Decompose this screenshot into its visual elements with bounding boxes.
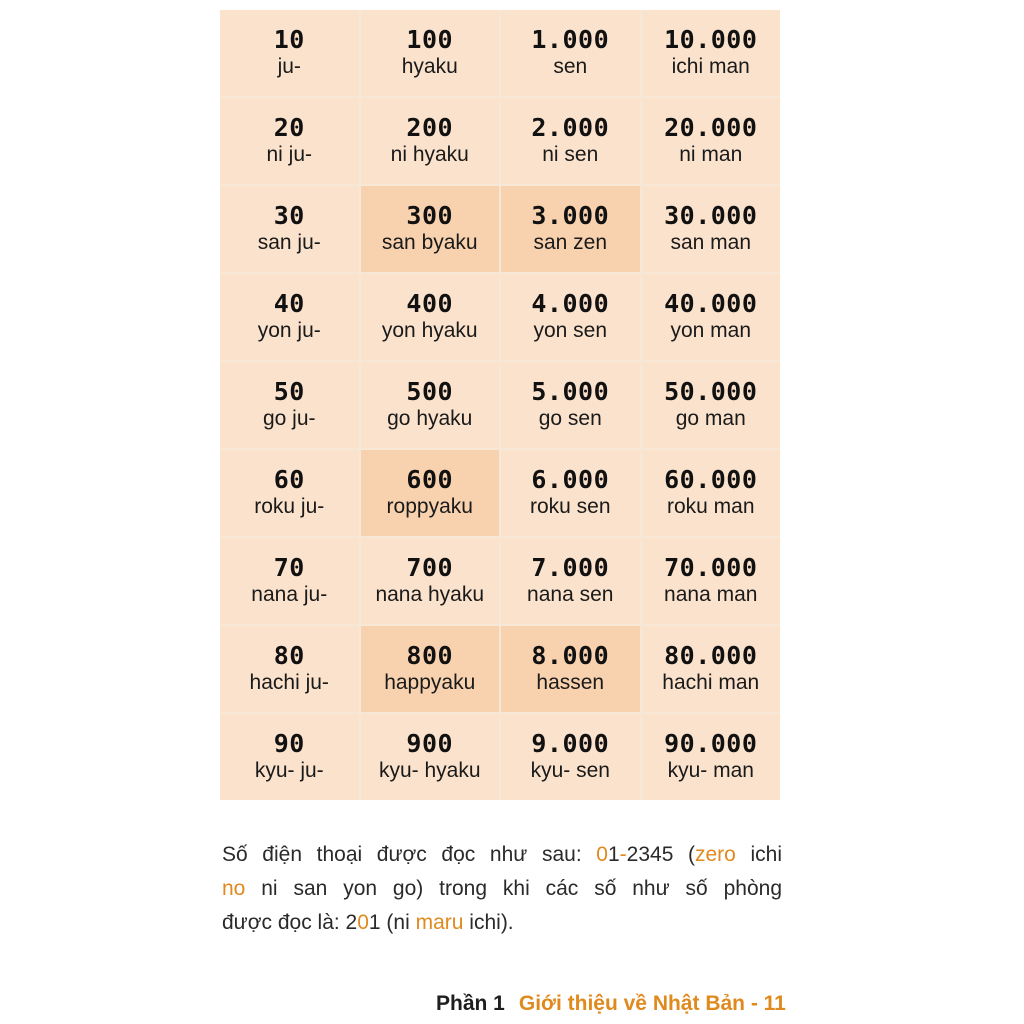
highlighted-text: 0 [357,911,369,934]
table-cell [501,450,640,536]
cell-number: 6.000 [531,465,610,494]
table-cell [220,626,359,712]
table-cell [361,98,500,184]
cell-number: 60.000 [664,465,758,494]
cell-reading: san zen [533,231,608,254]
cell-number: 600 [406,465,454,494]
cell-number: 10 [273,25,305,54]
table-cell [220,538,359,624]
cell-reading: ni ju- [266,143,313,166]
cell-number: 70 [273,553,305,582]
cell-reading: go ju- [262,407,316,430]
number-reading-table [220,10,780,800]
body-text: ichi [735,843,782,866]
highlighted-text: zero [695,843,736,866]
highlighted-text: - [619,843,627,866]
cell-reading: kyu- sen [530,759,610,782]
cell-reading: yon man [670,319,752,342]
highlighted-text: maru [415,911,464,934]
cell-reading: kyu- hyaku [378,759,481,782]
body-text: 2345 ( [626,843,695,866]
cell-reading: yon hyaku [381,319,478,342]
table-cell [501,626,640,712]
cell-reading: roku sen [529,495,611,518]
cell-reading: nana sen [527,583,614,606]
phone-number-paragraph [222,838,782,940]
cell-reading: san ju- [257,231,321,254]
footer-chapter-title: Giới thiệu về Nhật Bản - 11 [518,992,786,1015]
cell-reading: ni man [679,143,743,166]
cell-number: 200 [406,113,454,142]
cell-number: 8.000 [531,641,610,670]
cell-number: 80 [273,641,305,670]
cell-reading: ichi man [671,55,750,78]
cell-number: 7.000 [531,553,610,582]
cell-reading: yon sen [533,319,608,342]
cell-number: 90.000 [664,729,758,758]
table-cell [501,538,640,624]
cell-reading: hyaku [401,55,458,78]
cell-reading: ju- [277,55,301,78]
table-cell [501,274,640,360]
cell-number: 2.000 [531,113,610,142]
cell-reading: hassen [536,671,605,694]
table-cell [361,10,500,96]
cell-reading: roppyaku [386,495,473,518]
paragraph-line-1 [222,838,782,872]
table-cell [642,450,781,536]
cell-reading: san byaku [381,231,478,254]
table-cell [220,186,359,272]
table-cell [220,450,359,536]
body-text: được đọc là: 2 [222,911,358,934]
cell-number: 500 [406,377,454,406]
cell-number: 3.000 [531,201,610,230]
cell-reading: sen [553,55,588,78]
body-text: ni san yon go) trong khi các số như số phòng [245,877,782,900]
table-cell [501,10,640,96]
cell-reading: roku man [666,495,755,518]
body-text: 1 [607,843,620,866]
cell-number: 90 [273,729,305,758]
cell-number: 50.000 [664,377,758,406]
body-text: Số điện thoại được đọc như sau: [222,843,597,866]
table-cell [642,98,781,184]
table-cell [361,362,500,448]
page-footer [436,992,786,1016]
table-cell [642,362,781,448]
body-text: ichi). [463,911,514,934]
cell-reading: nana man [664,583,758,606]
table-cell [642,538,781,624]
highlighted-text: 0 [596,843,608,866]
cell-number: 4.000 [531,289,610,318]
table-cell [361,274,500,360]
table-cell [642,10,781,96]
cell-number: 5.000 [531,377,610,406]
cell-number: 70.000 [664,553,758,582]
cell-number: 40.000 [664,289,758,318]
cell-number: 20 [273,113,305,142]
cell-number: 30.000 [664,201,758,230]
cell-reading: go man [675,407,746,430]
table-cell [220,274,359,360]
cell-reading: kyu- ju- [254,759,324,782]
table-cell [220,10,359,96]
cell-reading: kyu- man [667,759,754,782]
table-cell [361,538,500,624]
cell-reading: nana hyaku [375,583,485,606]
table-cell [361,626,500,712]
table-cell [361,186,500,272]
footer-part-label: Phần 1 [436,992,505,1015]
cell-number: 100 [406,25,454,54]
cell-number: 800 [406,641,454,670]
cell-reading: ni sen [542,143,599,166]
table-cell [501,98,640,184]
table-cell [642,186,781,272]
cell-number: 60 [273,465,305,494]
cell-number: 20.000 [664,113,758,142]
cell-number: 80.000 [664,641,758,670]
cell-reading: hachi ju- [249,671,329,694]
table-cell [361,714,500,800]
cell-number: 9.000 [531,729,610,758]
cell-number: 40 [273,289,305,318]
cell-reading: nana ju- [251,583,328,606]
cell-reading: hachi man [662,671,760,694]
cell-number: 50 [273,377,305,406]
table-cell [220,714,359,800]
table-cell [220,98,359,184]
table-cell [501,714,640,800]
cell-reading: roku ju- [254,495,325,518]
cell-number: 900 [406,729,454,758]
cell-reading: yon ju- [257,319,321,342]
cell-number: 700 [406,553,454,582]
cell-reading: go hyaku [387,407,473,430]
table-cell [501,186,640,272]
highlighted-text: no [222,877,246,900]
table-cell [642,714,781,800]
cell-reading: san man [670,231,752,254]
cell-number: 10.000 [664,25,758,54]
table-cell [501,362,640,448]
body-text: 1 (ni [368,911,416,934]
cell-reading: ni hyaku [390,143,469,166]
table-cell [642,626,781,712]
table-cell [361,450,500,536]
cell-number: 30 [273,201,305,230]
cell-number: 1.000 [531,25,610,54]
paragraph-line-3 [222,906,782,940]
cell-reading: go sen [538,407,602,430]
cell-reading: happyaku [384,671,476,694]
table-cell [642,274,781,360]
cell-number: 400 [406,289,454,318]
table-cell [220,362,359,448]
paragraph-line-2 [222,872,782,906]
cell-number: 300 [406,201,454,230]
